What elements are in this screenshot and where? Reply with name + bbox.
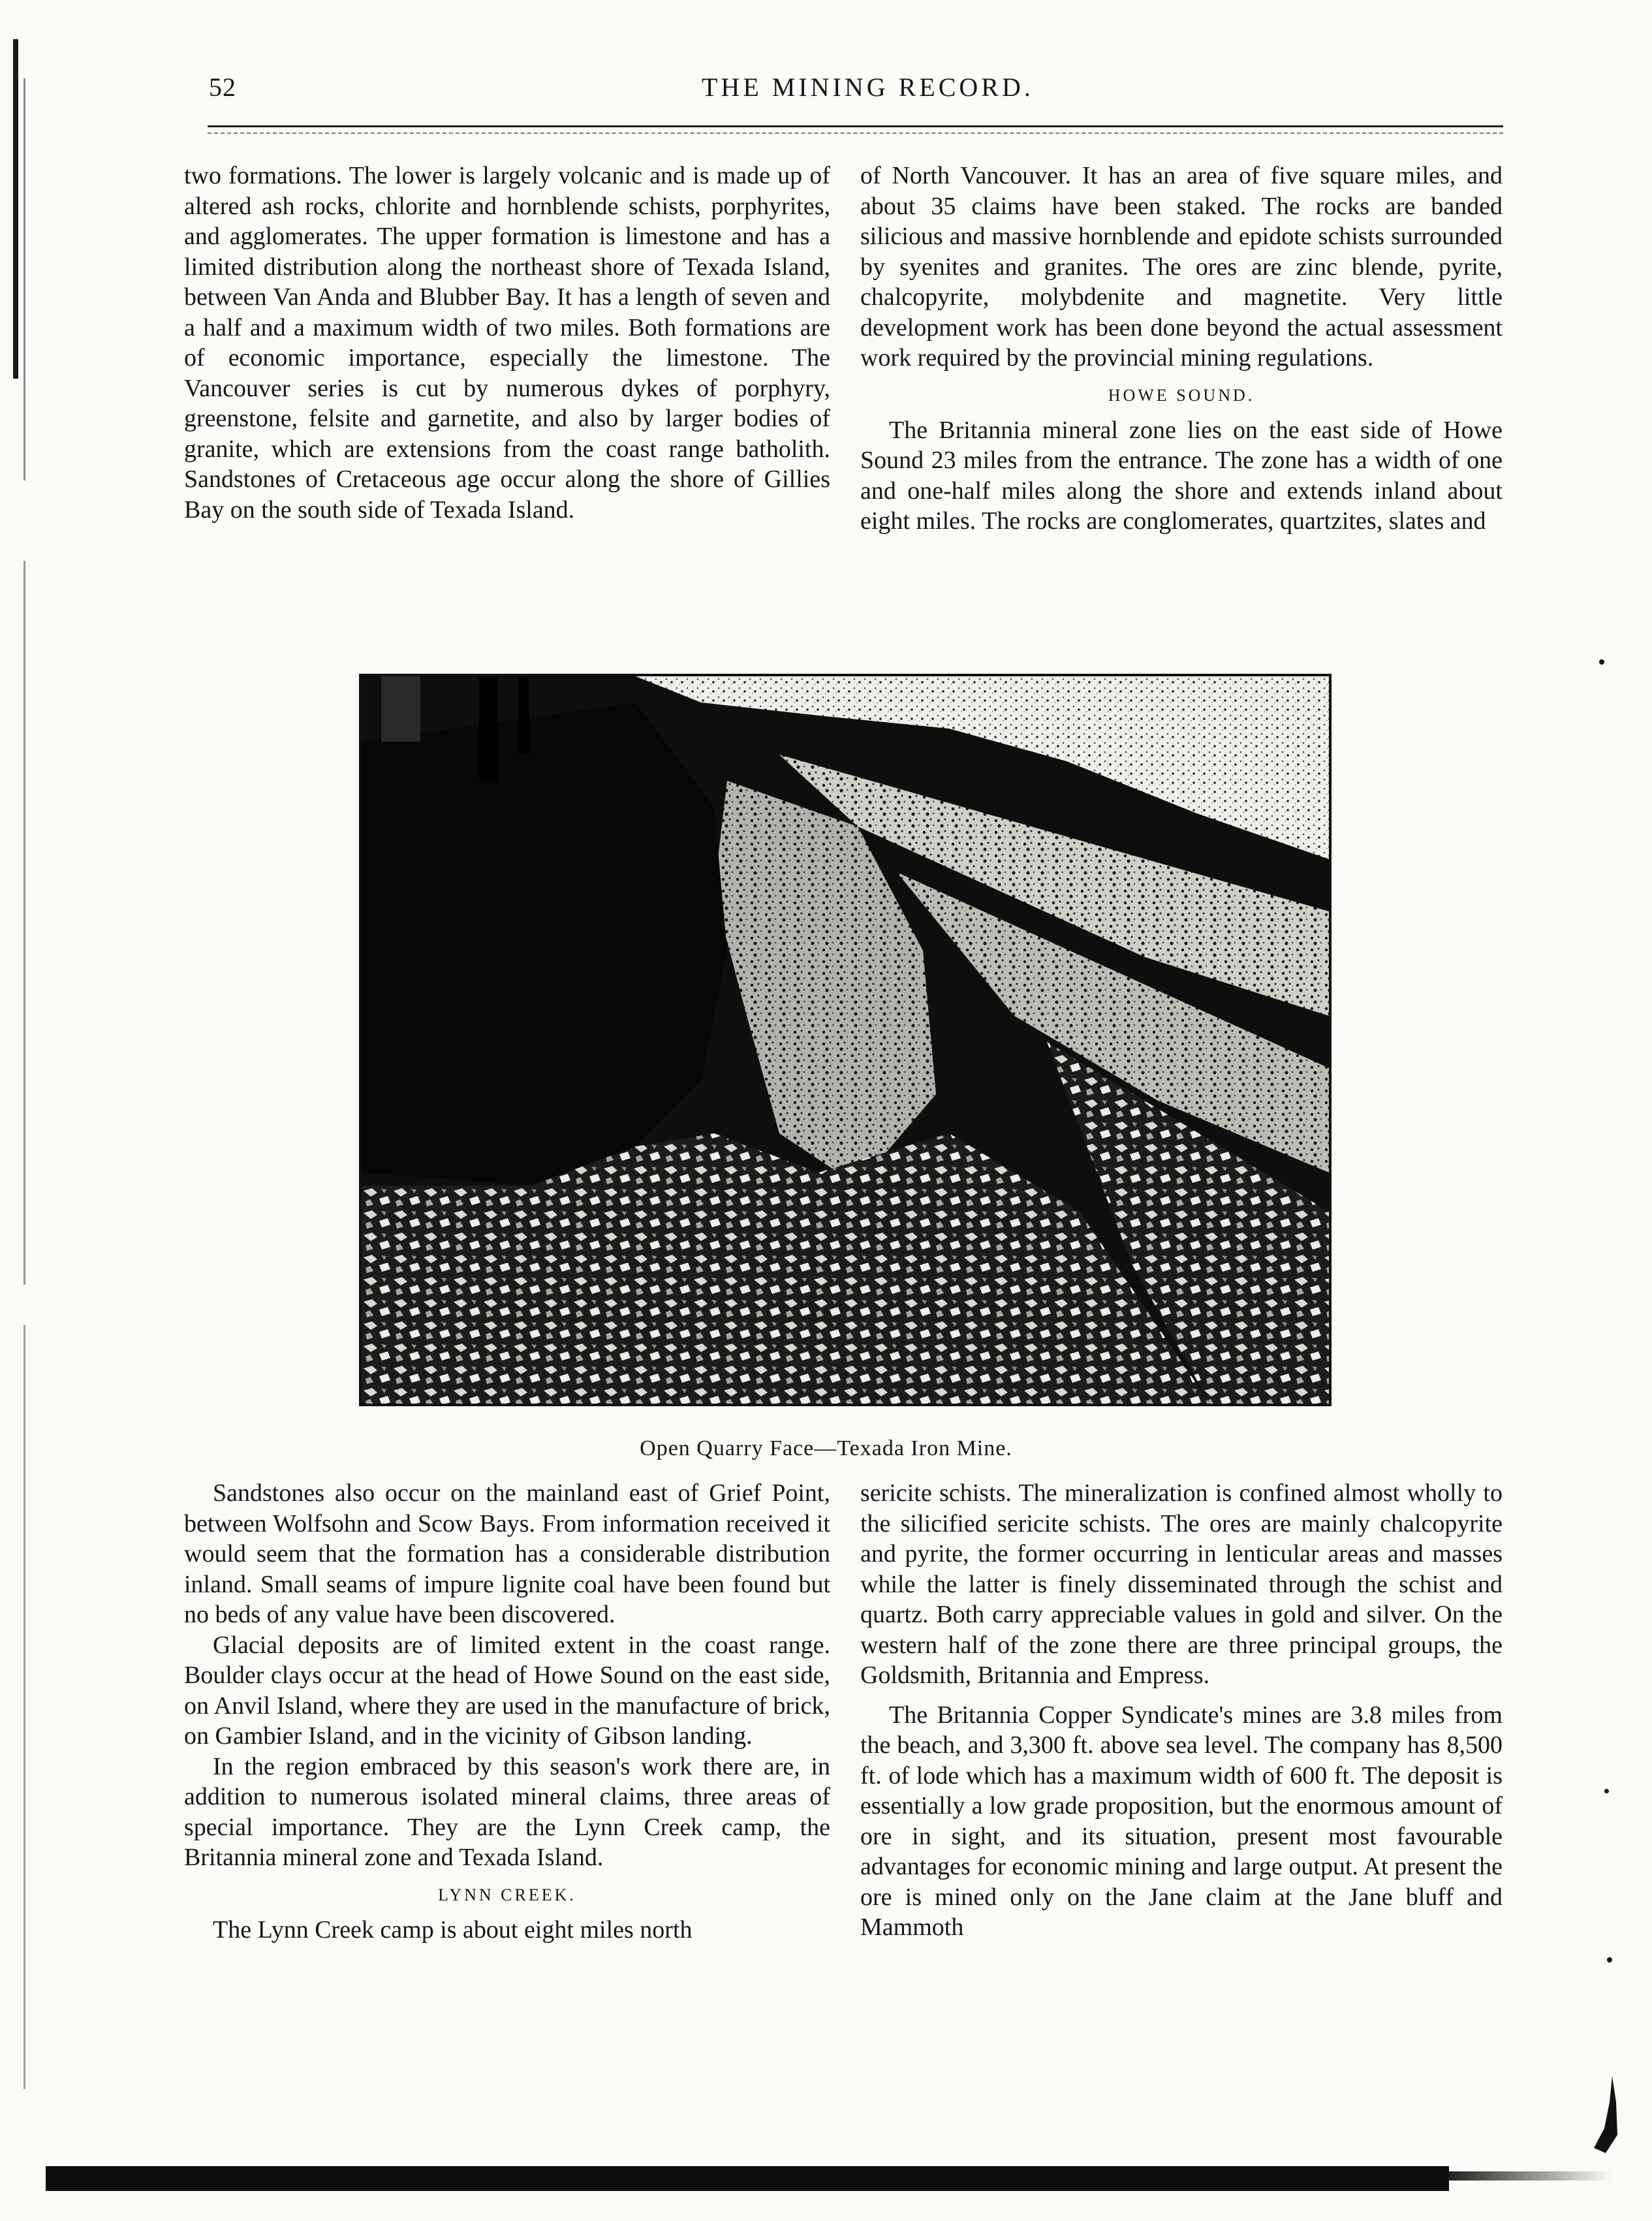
section-heading-howe-sound: HOWE SOUND.: [1108, 385, 1255, 405]
page-header: [0, 72, 1652, 124]
paragraph: The Britannia mineral zone lies on the east side of Howe Sound 23 miles from the entrance. The zone has a width of one and one-half miles along the shore and extends inland about eight miles. The rocks are conglomerates, quartzites, slates and: [860, 416, 1503, 535]
paragraph: The Britannia Copper Syndicate's mines are 3.8 miles from the beach, and 3,300 ft. above sea level. The company has 8,500 ft. of lode which has a maximum width of 600 ft. The deposit is essentially a low grade proposition, but the enormous amount of ore in sight, and its situation, present most favourable advantages for economic mining and large output. At present the ore is mined only on the Jane claim at the Jane bluff and Mammoth: [860, 1701, 1503, 1941]
scan-bottom-bar: [46, 2166, 1449, 2191]
section-heading-lynn-creek: LYNN CREEK.: [438, 1885, 576, 1904]
page-number: 52: [209, 72, 236, 102]
column-left-bottom: [184, 1478, 830, 1945]
scan-speck: [1607, 1957, 1612, 1962]
paragraph: two formations. The lower is largely volcanic and is made up of altered ash rocks, chlorite and hornblende schists, porphyrites, and agglomerates. The upper formation is limestone and has a limited distribution along the northeast shore of Texada Island, between Van Anda and Blubber Bay. It has a length of seven and a half and a maximum width of two miles. Both formations are of economic importance, especially the limestone. The Vancouver series is cut by numerous dykes of porphyry, greenstone, felsite and garnetite, and also by larger bodies of granite, which are extensions from the coast range batholith. Sandstones of Cretaceous age occur along the shore of Gillies Bay on the south side of Texada Island.: [184, 162, 830, 524]
quarry-photo: [359, 674, 1332, 1406]
figure-caption: Open Quarry Face—Texada Iron Mine.: [640, 1436, 1012, 1460]
paragraph: Sandstones also occur on the mainland east of Grief Point, between Wolfsohn and Scow Bays. From information received it would seem that the formation has a considerable distribution inland. Small seams of impure lignite coal have been found but no beds of any value have been discovered.: [184, 1479, 830, 1628]
column-right-top: [860, 161, 1503, 537]
paragraph: The Lynn Creek camp is about eight miles north: [213, 1915, 693, 1944]
header-rule: [208, 125, 1503, 127]
quarry-photo-image: [362, 676, 1329, 1404]
scan-bottom-bar-fade: [1449, 2171, 1612, 2181]
header-rule-dashed: [208, 133, 1503, 134]
scan-margin-line: [23, 78, 25, 2089]
column-left-top: [184, 161, 830, 525]
paragraph: In the region embraced by this season's work there are, in addition to numerous isolated mineral claims, three areas of special importance. They are the Lynn Creek camp, the Britannia mineral zone and Texada Island.: [184, 1752, 830, 1871]
running-title: THE MINING RECORD.: [702, 72, 1034, 102]
column-right-bottom: [860, 1478, 1503, 1943]
scan-corner-smudge: [1593, 2076, 1619, 2154]
scan-speck: [1604, 1789, 1609, 1793]
paragraph: of North Vancouver. It has an area of five square miles, and about 35 claims have been staked. The rocks are banded silicious and massive hornblende and epidote schists surrounded by syenites and granites. The ores are zinc blende, pyrite, chalcopyrite, molybdenite and magnetite. Very little development work has been done beyond the actual assessment work required by the provincial mining regulations.: [860, 162, 1503, 371]
paragraph: Glacial deposits are of limited extent in the coast range. Boulder clays occur at the head of Howe Sound on the east side, on Anvil Island, where they are used in the manufacture of brick, on Gambier Island, and in the vicinity of Gibson landing.: [184, 1631, 830, 1750]
paragraph: sericite schists. The mineralization is confined almost wholly to the silicified sericite schists. The ores are mainly chalcopyrite and pyrite, the former occurring in lenticular areas and masses while the latter is finely disseminated through the schist and quartz. Both carry appreciable values in gold and silver. On the western half of the zone there are three principal groups, the Goldsmith, Britannia and Empress.: [860, 1479, 1503, 1689]
scan-speck: [1599, 659, 1604, 665]
